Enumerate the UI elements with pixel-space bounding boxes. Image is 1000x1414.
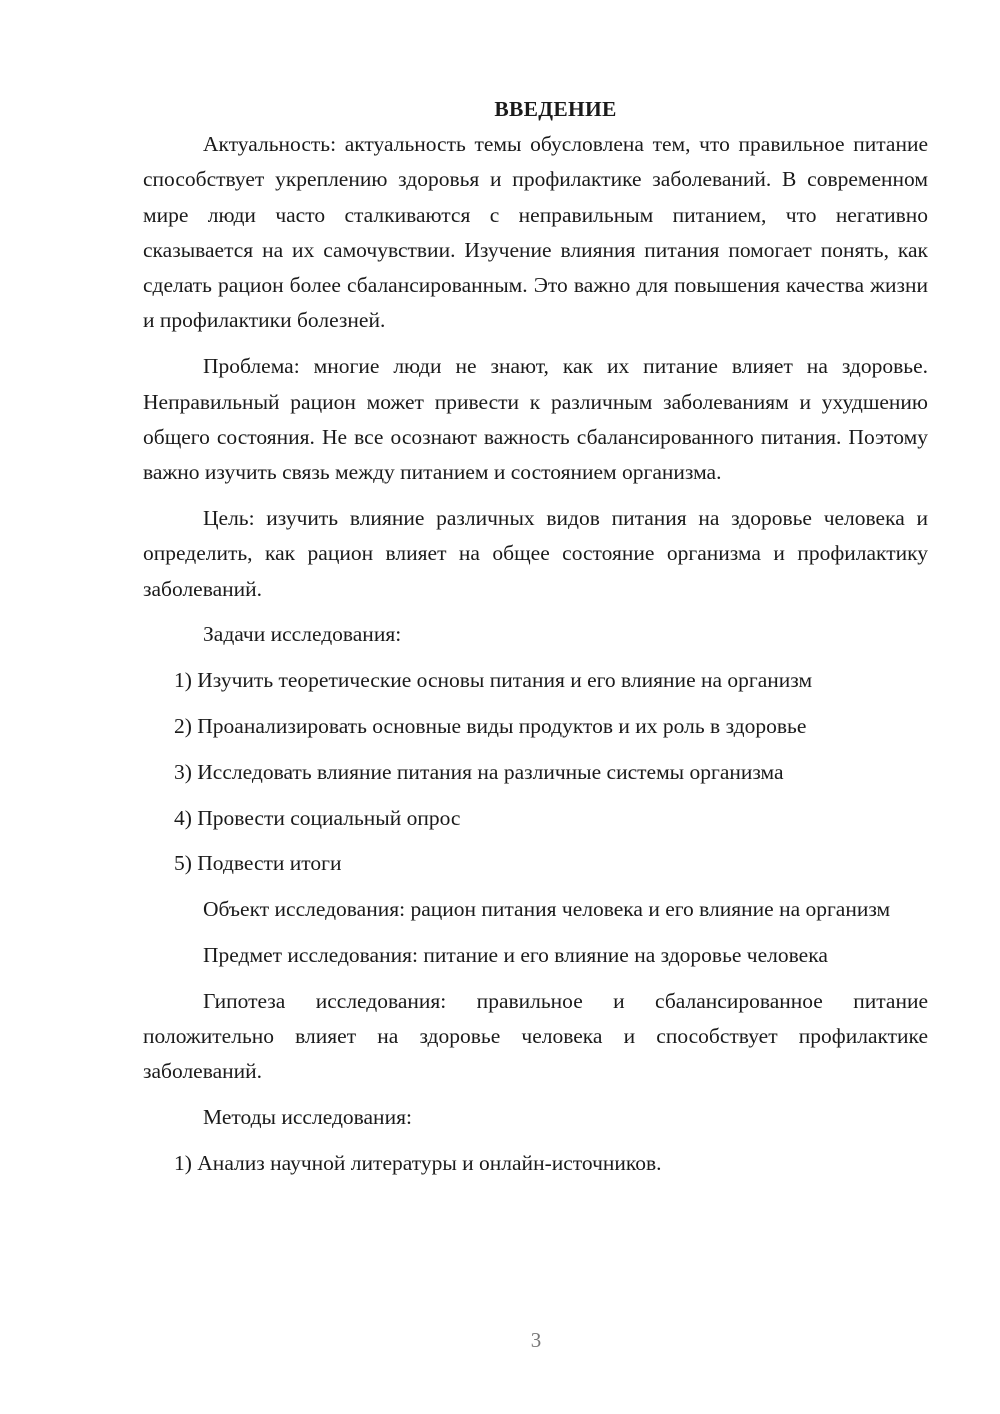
document-page <box>143 92 928 1192</box>
method-item-1: 1) Анализ научной литературы и онлайн-источников. <box>174 1150 662 1175</box>
task-item-1: 1) Изучить теоретические основы питания и его влияние на организм <box>174 668 813 693</box>
hypothesis-paragraph: Гипотеза исследования: правильное и сбалансированное питание положительно влияет на здоровье человека и способствует профилактике заболеваний. <box>143 988 928 1084</box>
task-item-4: 4) Провести социальный опрос <box>174 805 461 830</box>
page-title: ВВЕДЕНИЕ <box>494 97 617 121</box>
task-item-5: 5) Подвести итоги <box>174 851 342 876</box>
relevance-paragraph: Актуальность: актуальность темы обусловлена тем, что правильное питание способствует укреплению здоровья и профилактике заболеваний. В современном мире люди часто сталкиваются с неправильным питанием, что негативно сказывается на их самочувствии. Изучение влияния питания помогает понять, как сделать рацион более сбалансированным. Это важно для повышения качества жизни и профилактики болезней. <box>143 132 928 333</box>
problem-paragraph: Проблема: многие люди не знают, как их питание влияет на здоровье. Неправильный рацион может привести к различным заболеваниям и ухудшению общего состояния. Не все осознают важность сбалансированного питания. Поэтому важно изучить связь между питанием и состоянием организма. <box>143 354 928 485</box>
page-number: 3 <box>530 1328 542 1352</box>
goal-paragraph: Цель: изучить влияние различных видов питания на здоровье человека и определить, как рацион влияет на общее состояние организма и профилактику заболеваний. <box>143 505 928 601</box>
task-item-2: 2) Проанализировать основные виды продуктов и их роль в здоровье <box>174 713 807 738</box>
task-item-3: 3) Исследовать влияние питания на различные системы организма <box>174 759 784 784</box>
methods-heading: Методы исследования: <box>203 1105 412 1130</box>
subject-paragraph: Предмет исследования: питание и его влияние на здоровье человека <box>203 942 828 967</box>
object-paragraph: Объект исследования: рацион питания человека и его влияние на организм <box>203 897 891 922</box>
tasks-heading: Задачи исследования: <box>203 622 402 647</box>
